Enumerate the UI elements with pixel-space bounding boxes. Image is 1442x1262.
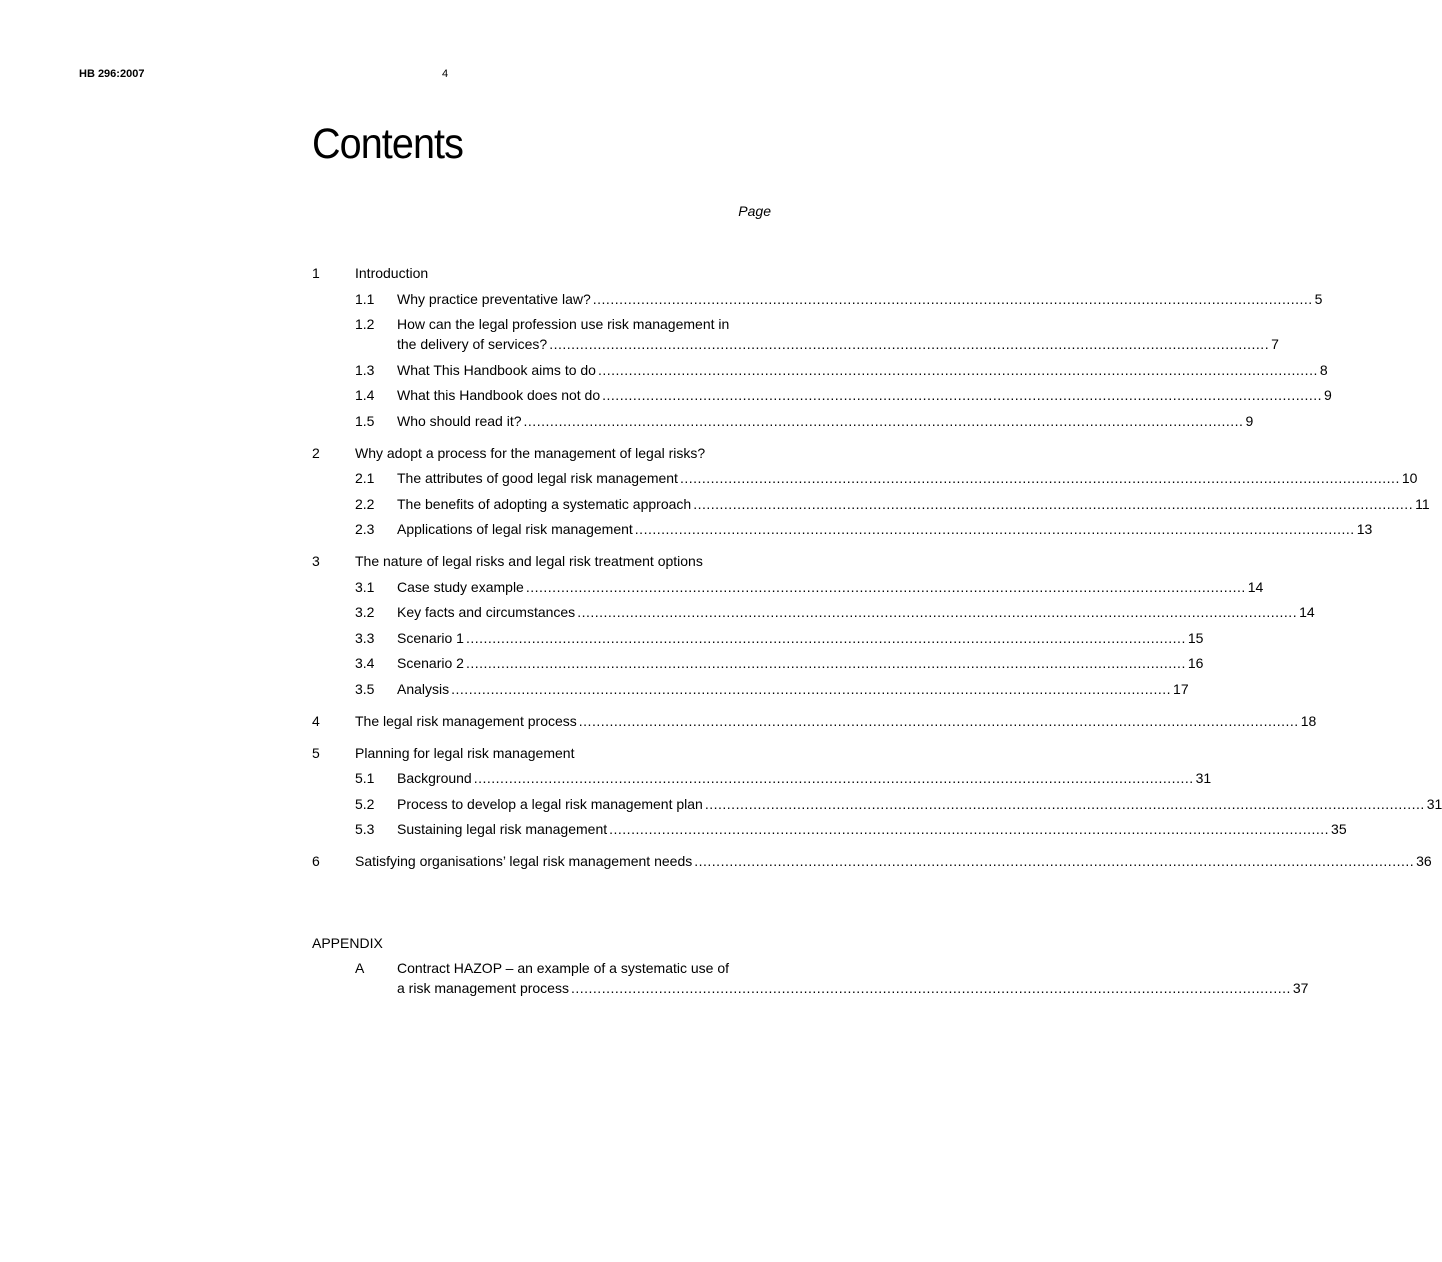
- toc-entry-body: [397, 314, 1279, 354]
- toc-entry-body: [355, 711, 1316, 731]
- dot-leader: [571, 978, 1291, 998]
- toc-entry-page: 13: [1356, 521, 1373, 537]
- toc-entry-number: 2.1: [355, 470, 375, 486]
- toc-entry-line: [397, 653, 1203, 673]
- toc-entry-body: [397, 958, 1308, 998]
- toc-entry[interactable]: [312, 602, 1315, 622]
- toc-entry[interactable]: [312, 768, 1212, 788]
- toc-entry[interactable]: [312, 628, 1204, 648]
- toc-entry-line: [397, 385, 1332, 405]
- toc-entry-line: [397, 768, 1211, 788]
- dot-leader: [635, 519, 1355, 539]
- toc-entry-body: [397, 289, 1322, 309]
- toc-entry-text: The attributes of good legal risk management: [397, 470, 678, 486]
- toc-entry-number: 3.2: [355, 604, 375, 620]
- page-title: Contents: [312, 120, 463, 168]
- toc-entry[interactable]: [312, 289, 1323, 309]
- toc-section-number: 2: [312, 444, 320, 461]
- toc-entry[interactable]: [312, 794, 1442, 814]
- toc-section: [312, 551, 1315, 699]
- toc-entry-page: 14: [1247, 578, 1264, 595]
- toc-entry-page: 15: [1187, 629, 1204, 646]
- dot-leader: [694, 851, 1414, 871]
- toc-entry-text: Background: [397, 770, 472, 786]
- toc-entry-text: Why practice preventative law?: [397, 290, 591, 307]
- toc-entry-number: 3.5: [355, 680, 375, 697]
- toc-entry[interactable]: [312, 360, 1328, 380]
- toc-entry-body: [397, 468, 1417, 488]
- toc-entry-body: [397, 819, 1347, 839]
- toc-entry-number: 3.4: [355, 655, 375, 671]
- toc-entry-line: [355, 711, 1316, 731]
- toc-entry-line: [397, 679, 1189, 699]
- toc-section: [312, 443, 1430, 540]
- toc-entry-number: 3.3: [355, 629, 375, 646]
- toc-entry-body: [397, 653, 1203, 673]
- toc-entry[interactable]: [312, 577, 1264, 597]
- toc-entry[interactable]: [312, 653, 1204, 673]
- toc-entry-page: 35: [1331, 821, 1347, 837]
- toc-section-title: Planning for legal risk management: [355, 744, 575, 761]
- toc-entry-text: Case study example: [397, 578, 524, 595]
- toc-section-number: 4: [312, 712, 320, 729]
- toc-section-heading[interactable]: [312, 551, 771, 571]
- document-id: HB 296:2007: [79, 68, 145, 80]
- toc-entry-body: [397, 768, 1211, 788]
- toc-entry-page: 11: [1415, 495, 1430, 512]
- toc-section: [312, 711, 1317, 731]
- dot-leader: [693, 494, 1413, 514]
- toc-entry-number: 2.2: [355, 495, 375, 512]
- dot-leader: [609, 819, 1329, 839]
- appendix-heading: APPENDIX: [312, 935, 383, 951]
- toc-entry-line: [397, 468, 1417, 488]
- dot-leader: [526, 577, 1246, 597]
- dot-leader: [705, 794, 1425, 814]
- toc-entry-text: Applications of legal risk management: [397, 521, 633, 537]
- dot-leader: [577, 602, 1297, 622]
- dot-leader: [680, 468, 1400, 488]
- toc-entry-body: [397, 679, 1189, 699]
- toc-section: [312, 743, 1442, 840]
- toc-entry-text: Who should read it?: [397, 412, 522, 429]
- toc-entry[interactable]: [312, 679, 1189, 699]
- toc-entry-body: [397, 602, 1315, 622]
- dot-leader: [524, 411, 1244, 431]
- appendix-list: [312, 933, 1309, 1004]
- toc-entry-body: [355, 851, 1432, 871]
- toc-entry[interactable]: [312, 314, 1279, 354]
- dot-leader: [598, 360, 1318, 380]
- dot-leader: [593, 289, 1313, 309]
- toc-section-title: Satisfying organisations’ legal risk management needs: [355, 853, 693, 869]
- toc-entry-page: 36: [1416, 853, 1432, 869]
- toc-entry-line: [397, 519, 1372, 539]
- toc-entry[interactable]: [312, 468, 1418, 488]
- toc-entry-number: 3.1: [355, 578, 375, 595]
- toc-entry-page: 7: [1271, 336, 1279, 352]
- toc-entry-page: 31: [1426, 795, 1442, 812]
- toc-entry-line: [397, 289, 1322, 309]
- toc-entry-body: [397, 411, 1253, 431]
- toc-entry[interactable]: [312, 519, 1373, 539]
- toc-entry-page: 18: [1300, 712, 1317, 729]
- toc-entry-text: How can the legal profession use risk management in: [397, 316, 730, 332]
- toc-entry-text: The benefits of adopting a systematic approach: [397, 495, 692, 512]
- toc-entry-line: [397, 602, 1315, 622]
- dot-leader: [549, 334, 1269, 354]
- toc-entry-line: [397, 819, 1347, 839]
- dot-leader: [466, 628, 1186, 648]
- toc-section: [312, 263, 1332, 431]
- toc-entry-number: 5.3: [355, 821, 375, 837]
- toc-entry-text: Scenario 1: [397, 629, 464, 646]
- toc-entry-page: 37: [1292, 980, 1309, 996]
- toc-entry[interactable]: [312, 819, 1347, 839]
- toc-entry-line: [397, 360, 1328, 380]
- toc-section-number: 6: [312, 853, 320, 869]
- toc-entry-text: What This Handbook aims to do: [397, 361, 596, 378]
- toc-entry-number: 2.3: [355, 521, 375, 537]
- toc-entry[interactable]: [312, 385, 1332, 405]
- toc-entry-text: Scenario 2: [397, 655, 464, 671]
- toc-entry-line: [397, 978, 1308, 998]
- toc-entry-text: Sustaining legal risk management: [397, 821, 608, 837]
- toc-entry-text: Process to develop a legal risk management plan: [397, 795, 703, 812]
- toc-section-title: Why adopt a process for the management of legal risks?: [355, 444, 706, 461]
- toc-entry-number: 1.5: [355, 412, 375, 429]
- toc-entry-number: 1.3: [355, 361, 375, 378]
- toc-entry[interactable]: [312, 411, 1254, 431]
- toc-section-heading[interactable]: [312, 443, 771, 463]
- toc-entry-text: What this Handbook does not do: [397, 387, 601, 403]
- toc-entry-page: 10: [1401, 470, 1418, 486]
- toc-entry-text: the delivery of services?: [397, 336, 548, 352]
- toc-entry[interactable]: [312, 958, 1309, 998]
- dot-leader: [602, 385, 1322, 405]
- toc-section-title: Introduction: [355, 265, 429, 281]
- toc-section-entry[interactable]: [312, 851, 1432, 871]
- toc-entry-body: [397, 360, 1328, 380]
- toc-entry-body: [397, 577, 1263, 597]
- toc-entry-page: 9: [1245, 412, 1254, 429]
- toc-entry-text: Key facts and circumstances: [397, 604, 576, 620]
- toc-entry-page: 8: [1319, 361, 1328, 378]
- toc-entry-line: [355, 851, 1432, 871]
- toc-section-heading[interactable]: [312, 263, 771, 283]
- dot-leader: [579, 711, 1299, 731]
- dot-leader: [474, 768, 1194, 788]
- toc-section-number: 3: [312, 553, 320, 569]
- toc-section-title: The nature of legal risks and legal risk treatment options: [355, 553, 703, 569]
- toc-section-number: 5: [312, 744, 320, 761]
- toc-entry-page: 17: [1173, 680, 1189, 697]
- toc-entry-body: [397, 494, 1430, 514]
- dot-leader: [466, 653, 1186, 673]
- toc-entry-page: 14: [1299, 604, 1315, 620]
- toc-entry-number: 1.1: [355, 290, 375, 307]
- dot-leader: [451, 679, 1171, 699]
- toc-section-title: The legal risk management process: [355, 712, 577, 729]
- toc-entry-text: a risk management process: [397, 980, 569, 996]
- toc-entry-text: Analysis: [397, 680, 450, 697]
- toc-entry-body: [397, 385, 1332, 405]
- page-number: 4: [442, 68, 449, 80]
- toc-entry-page: 31: [1195, 770, 1212, 786]
- page-column-label: Page: [738, 203, 771, 219]
- toc-section-number: 1: [312, 265, 320, 281]
- toc-entry-page: 5: [1314, 290, 1323, 307]
- toc-entry-page: 16: [1187, 655, 1204, 671]
- toc-entry-text: Contract HAZOP – an example of a systematic use of: [397, 960, 730, 976]
- toc-entry-line: [397, 628, 1203, 648]
- toc-entry-number: 5.1: [355, 770, 375, 786]
- toc-section-entry[interactable]: [312, 711, 1317, 731]
- toc-section: [312, 851, 1432, 871]
- toc-entry-number: A: [355, 960, 365, 976]
- toc-entry-line: [397, 334, 1279, 354]
- toc-entry-line: [397, 411, 1253, 431]
- toc-entry-line: [397, 577, 1263, 597]
- toc-entry-line: [397, 794, 1442, 814]
- toc-entry-number: 1.4: [355, 387, 375, 403]
- toc-entry-number: 1.2: [355, 316, 375, 332]
- toc-entry-number: 5.2: [355, 795, 375, 812]
- toc-entry-body: [397, 794, 1442, 814]
- toc-entry-body: [397, 519, 1372, 539]
- toc-entry-body: [397, 628, 1203, 648]
- toc-entry-page: 9: [1324, 387, 1332, 403]
- toc-entry[interactable]: [312, 494, 1430, 514]
- toc-entry-line: [397, 494, 1430, 514]
- toc-section-heading[interactable]: [312, 743, 771, 763]
- table-of-contents: [312, 263, 1442, 883]
